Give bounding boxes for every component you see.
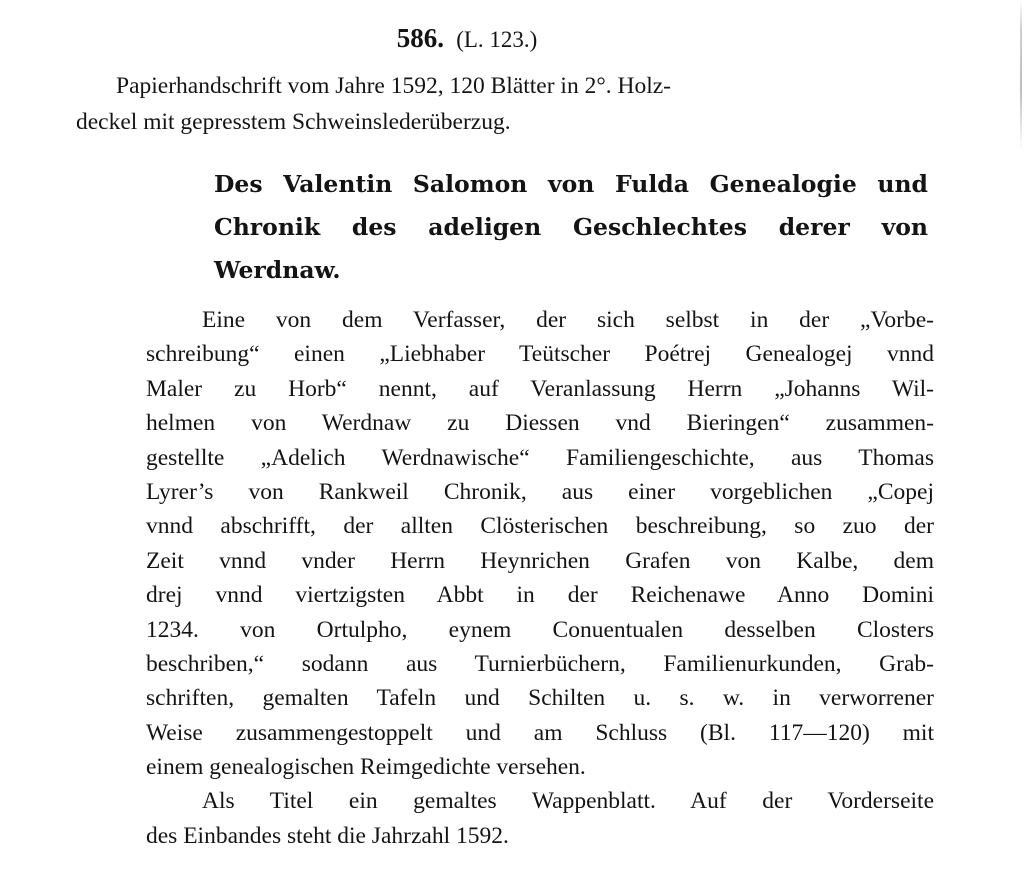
entry-heading — [0, 22, 1024, 56]
title-line: Chronik des adeligen Geschlechtes derer von — [214, 213, 928, 241]
body-line: Als Titel ein gemaltes Wappenblatt. Auf der Vorderseite — [202, 788, 934, 815]
body-line: vnnd abschrifft, der allten Clösterischen beschreibung, so zuo der — [146, 513, 934, 540]
body-line: 1234. von Ortulpho, eynem Conuentualen desselben Closters — [146, 616, 934, 643]
body-paragraphs — [146, 303, 934, 853]
description-line-1: Papierhandschrift vom Jahre 1592, 120 Blätter in 2°. Holz- — [116, 73, 671, 99]
body-line: Weise zusammengestoppelt und am Schluss (Bl. 117—120) mit — [146, 719, 934, 746]
title-line: Werdnaw. — [214, 256, 341, 284]
body-line: Lyrer’s von Rankweil Chronik, aus einer vorgeblichen „Copej — [146, 478, 934, 505]
body-line: schriften, gemalten Tafeln und Schilten u. s. w. in verworrener — [146, 685, 934, 712]
body-line: beschriben,“ sodann aus Turnierbüchern, Familienurkunden, Grab- — [146, 650, 934, 677]
title-line: Des Valentin Salomon von Fulda Genealogie und — [214, 170, 928, 198]
body-line: einem genealogischen Reimgedichte versehen. — [146, 754, 586, 781]
entry-number: 586. — [396, 23, 444, 53]
description-line-2: deckel mit gepresstem Schweinslederüberzug. — [76, 109, 511, 135]
body-line: Zeit vnnd vnder Herrn Heynrichen Grafen von Kalbe, dem — [146, 547, 934, 574]
body-line: drej vnnd viertzigsten Abbt in der Reichenawe Anno Domini — [146, 582, 934, 609]
body-line: helmen von Werdnaw zu Diessen vnd Bieringen“ zusammen- — [146, 410, 934, 437]
body-line: Maler zu Horb“ nennt, auf Veranlassung Herrn „Johanns Wil- — [146, 375, 934, 402]
work-title — [214, 163, 928, 292]
body-line: schreibung“ einen „Liebhaber Teütscher Poétrej Genealogej vnnd — [146, 341, 934, 368]
entry-reference: (L. 123.) — [456, 27, 538, 52]
body-line: des Einbandes steht die Jahrzahl 1592. — [146, 822, 509, 849]
body-line: gestellte „Adelich Werdnawische“ Familiengeschichte, aus Thomas — [146, 444, 934, 471]
body-line: Eine von dem Verfasser, der sich selbst in der „Vorbe- — [202, 307, 934, 333]
